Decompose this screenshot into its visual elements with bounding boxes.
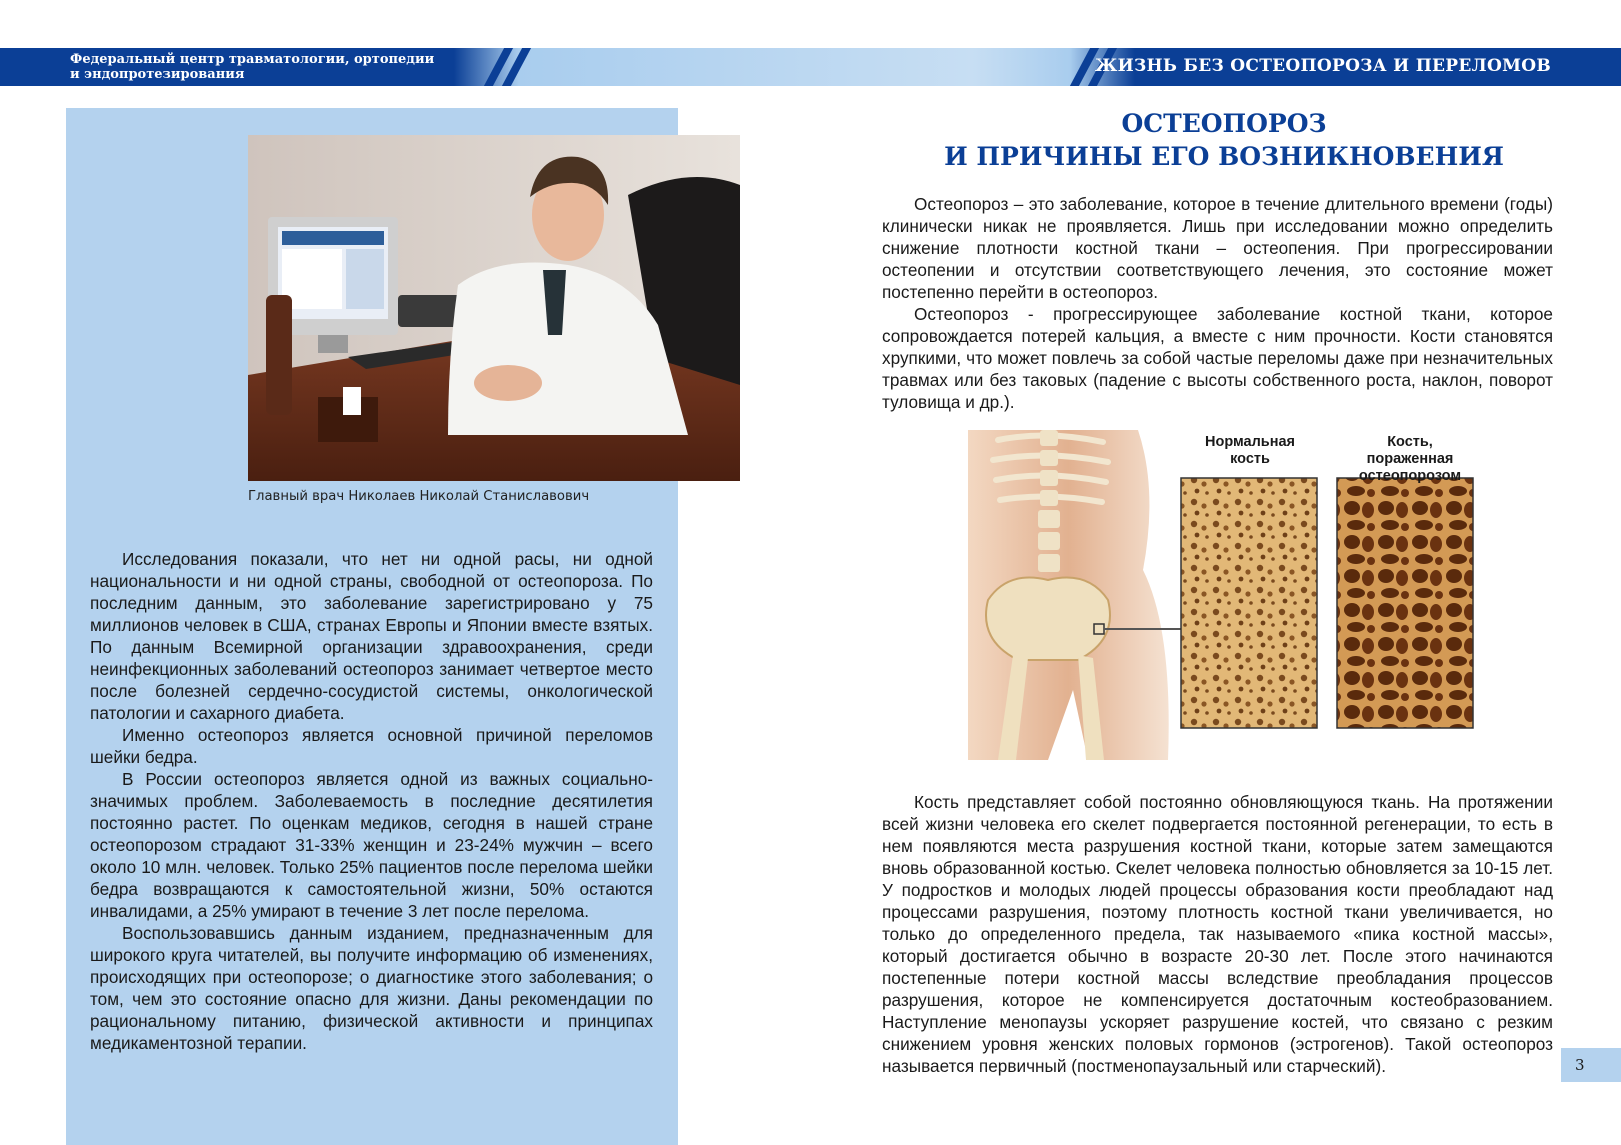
label-normal-line-1: Нормальная xyxy=(1204,434,1295,450)
label-normal-bone xyxy=(1185,434,1315,468)
page-number: 3 xyxy=(1561,1048,1621,1082)
label-osteoporotic-bone xyxy=(1345,434,1475,485)
paragraph: Остеопороз - прогрессирующее заболевание костной ткани, которое сопровождается потерей кальция, а вместе с ним прочности. Кости становятся хрупкими, что может повлечь за собой частые переломы даже при незначительных травмах или без таковых (падение с высоты собственного роста, наклон, поворот туловища и др.). xyxy=(882,304,1553,412)
section-title xyxy=(880,107,1568,173)
left-column-text xyxy=(90,548,653,1054)
label-osteo-line-1: Кость, xyxy=(1387,434,1433,450)
paragraph: Исследования показали, что нет ни одной расы, ни одной национальности и ни одной страны, свободной от остеопороза. По последним данным, это заболевание зарегистрировано у 75 миллионов человек в США, странах Европы и Японии вместе взятых. По данным Всемирной организации здравоохранения, среди неинфекционных заболеваний остеопороз занимает четвертое место после болезней сердечно-сосудистой системы, онкологической патологии и сахарного диабета. xyxy=(90,549,653,723)
brochure-title: ЖИЗНЬ БЕЗ ОСТЕОПОРОЗА И ПЕРЕЛОМОВ xyxy=(1094,56,1551,76)
section-title-line-1: ОСТЕОПОРОЗ xyxy=(1121,109,1327,138)
label-osteo-line-3: остеопорозом xyxy=(1358,468,1462,484)
doctor-photo xyxy=(248,135,740,481)
label-osteo-line-2: пораженная xyxy=(1366,451,1454,467)
paragraph: Воспользовавшись данным изданием, предназначенным для широкого круга читателей, вы получите информацию об изменениях, происходящих при остеопорозе; о диагностике этого заболевания; о том, чем это состояние опасно для жизни. Даны рекомендации по рациональному питанию, физической активности и принципах медикаментозной терапии. xyxy=(90,923,653,1053)
publisher-line-1: Федеральный центр травматологии, ортопедии xyxy=(70,52,435,67)
right-column-text-bottom xyxy=(882,791,1553,1077)
paragraph: Кость представляет собой постоянно обновляющуюся ткань. На протяжении всей жизни человека его скелет подвергается постоянной регенерации, то есть в нем появляются места разрушения костной ткани, которые затем замещаются вновь образованной костью. Скелет человека полностью обновляется за 10-15 лет. У подростков и молодых людей процессы образования кости преобладают над процессами разрушения, поэтому плотность костной ткани увеличивается, но только до определенного предела, так называемого «пика костной массы», который достигается обычно в возрасте 20-30 лет. После этого начинаются постепенные потери костной массы вследствие преобладания процессов разрушения, которое не компенсируется достаточным костеобразованием. Наступление менопаузы ускоряет разрушение костей, что связано с резким снижением уровня женских половых гормонов (эстрогенов). Такой остеопороз называется первичный (постменопаузальный или старческий). xyxy=(882,792,1553,1076)
paragraph: Остеопороз – это заболевание, которое в течение длительного времени (годы) клинически никак не проявляется. Лишь при исследовании можно определить снижение плотности костной ткани – остеопения. При прогрессировании остеопении и отсутствии соответствующего лечения, это состояние может постепенно перейти в остеопороз. xyxy=(882,194,1553,302)
photo-caption: Главный врач Николаев Николай Станиславович xyxy=(248,489,590,504)
right-column-text-top xyxy=(882,193,1553,413)
paragraph: В России остеопороз является одной из важных социально-значимых проблем. Заболеваемость в последние десятилетия постоянно растет. По оценкам медиков, сегодня в нашей стране остеопорозом страдают 31-33% женщин и 23-24% мужчин – всего около 10 млн. человек. Только 25% пациентов после перелома шейки бедра возвращаются к самостоятельной жизни, 50% остаются инвалидами, а 25% умирают в течение 3 лет после перелома. xyxy=(90,769,653,921)
paragraph: Именно остеопороз является основной причиной переломов шейки бедра. xyxy=(90,725,653,767)
label-normal-line-2: кость xyxy=(1230,451,1270,467)
publisher-line-2: и эндопротезирования xyxy=(70,67,245,82)
publisher-name xyxy=(70,52,490,82)
section-title-line-2: И ПРИЧИНЫ ЕГО ВОЗНИКНОВЕНИЯ xyxy=(944,142,1504,171)
